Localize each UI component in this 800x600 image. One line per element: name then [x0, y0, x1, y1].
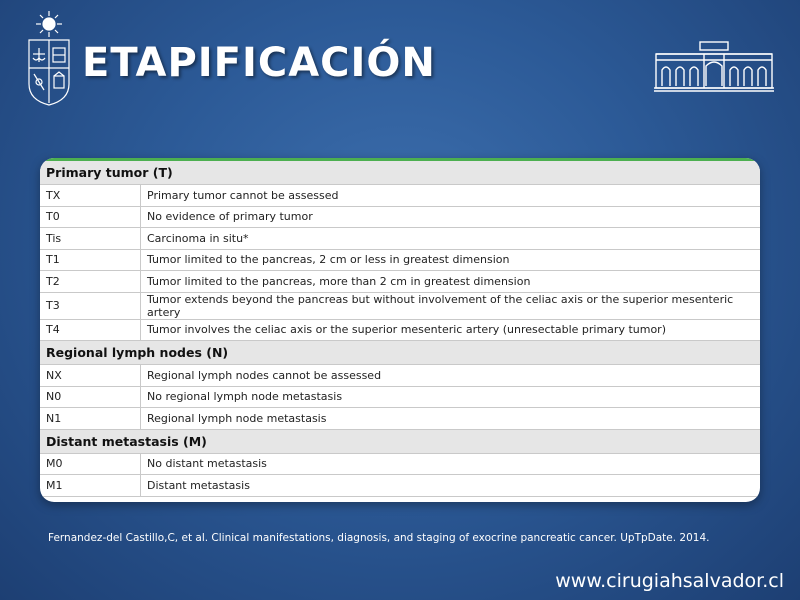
- stage-description: Regional lymph nodes cannot be assessed: [141, 365, 761, 387]
- section-header-primary-tumor: [40, 161, 760, 185]
- table-row: [40, 249, 760, 271]
- page-title: ETAPIFICACIÓN: [82, 40, 436, 86]
- stage-code: T2: [40, 271, 141, 293]
- table-row: [40, 475, 760, 497]
- stage-code: M1: [40, 475, 141, 497]
- staging-table: [40, 161, 760, 497]
- citation-text: Fernandez-del Castillo,C, et al. Clinical manifestations, diagnosis, and staging of exocrine pancreatic cancer. UpTpDate. 2014.: [48, 532, 710, 544]
- section-header-distant-metastasis: [40, 429, 760, 453]
- table-row: [40, 228, 760, 250]
- stage-code: TX: [40, 185, 141, 207]
- stage-description: Regional lymph node metastasis: [141, 408, 761, 430]
- table-row: [40, 271, 760, 293]
- section-header-regional-lymph-nodes: [40, 341, 760, 365]
- table-row: [40, 365, 760, 387]
- table-row: [40, 408, 760, 430]
- website-url: www.cirugiahsalvador.cl: [555, 570, 784, 592]
- stage-description: No evidence of primary tumor: [141, 206, 761, 228]
- university-crest-icon: [26, 10, 72, 106]
- table-row: [40, 206, 760, 228]
- stage-description: Tumor limited to the pancreas, 2 cm or less in greatest dimension: [141, 249, 761, 271]
- stage-code: T3: [40, 292, 141, 319]
- section-heading: Primary tumor (T): [40, 161, 760, 185]
- table-row: [40, 185, 760, 207]
- stage-code: N0: [40, 386, 141, 408]
- stage-description: Carcinoma in situ*: [141, 228, 761, 250]
- stage-code: NX: [40, 365, 141, 387]
- section-heading: Distant metastasis (M): [40, 429, 760, 453]
- stage-code: T0: [40, 206, 141, 228]
- table-row: [40, 319, 760, 341]
- stage-code: M0: [40, 453, 141, 475]
- table-row: [40, 453, 760, 475]
- stage-code: T4: [40, 319, 141, 341]
- staging-table-card: [40, 158, 760, 502]
- hospital-building-icon: [652, 40, 776, 92]
- stage-description: No regional lymph node metastasis: [141, 386, 761, 408]
- table-row: [40, 386, 760, 408]
- stage-description: Distant metastasis: [141, 475, 761, 497]
- stage-code: N1: [40, 408, 141, 430]
- stage-description: Tumor limited to the pancreas, more than 2 cm in greatest dimension: [141, 271, 761, 293]
- stage-code: Tis: [40, 228, 141, 250]
- table-row: [40, 292, 760, 319]
- stage-description: No distant metastasis: [141, 453, 761, 475]
- stage-description: Tumor extends beyond the pancreas but without involvement of the celiac axis or the superior mesenteric artery: [141, 292, 761, 319]
- stage-description: Tumor involves the celiac axis or the superior mesenteric artery (unresectable primary tumor): [141, 319, 761, 341]
- stage-description: Primary tumor cannot be assessed: [141, 185, 761, 207]
- section-heading: Regional lymph nodes (N): [40, 341, 760, 365]
- stage-code: T1: [40, 249, 141, 271]
